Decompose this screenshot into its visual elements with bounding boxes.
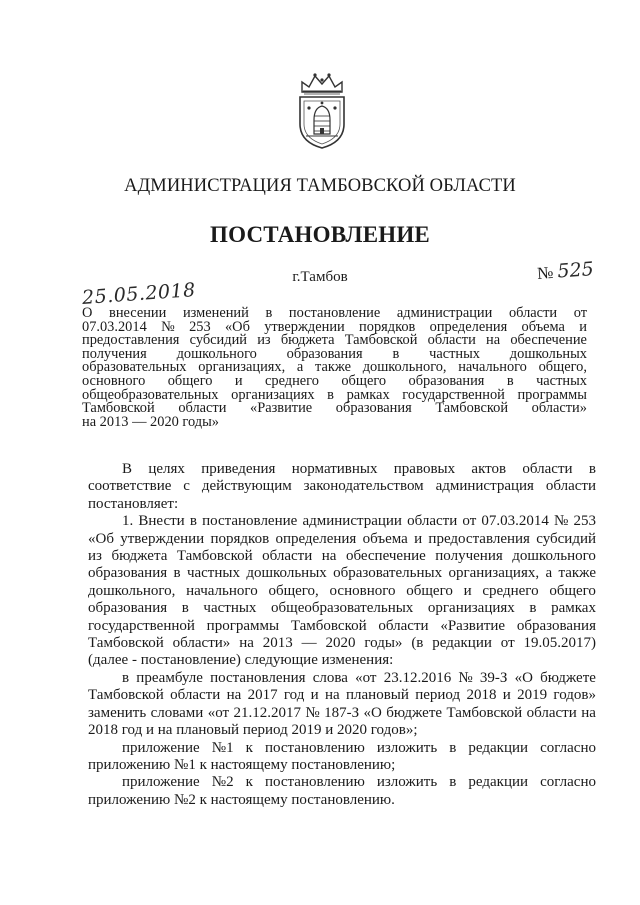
- tambov-coat-of-arms-icon: [294, 70, 350, 150]
- subject-line: предоставления субсидий из бюджета Тамбовской области на обеспечение: [82, 332, 587, 349]
- body-line: В целях приведения нормативных правовых актов области в: [122, 461, 596, 477]
- subject-line: основного общего и среднего общего образования в частных: [82, 372, 587, 389]
- body-line: приложению №1 к настоящему постановлению;: [88, 756, 396, 773]
- body-line: (далее - постановление) следующие изменения:: [88, 652, 394, 669]
- body-line: в преамбуле постановления слова «от 23.12.2016 № 39-З «О бюджете: [122, 669, 596, 686]
- body-line: заменить словами «от 21.12.2017 № 187-З «О бюджете Тамбовской области на: [88, 704, 596, 721]
- subject-line: общеобразовательных организациях в рамках государственной программы: [82, 386, 587, 403]
- body-line: 1. Внести в постановление администрации области от 07.03.2014 № 253: [122, 513, 596, 530]
- body-line: соответствие с действующим законодательством администрация области: [88, 478, 596, 495]
- subject-line: получения дошкольного образования в частных дошкольных: [82, 345, 587, 362]
- body-line: приложению №2 к настоящему постановлению.: [88, 791, 395, 808]
- number-prefix: №: [536, 262, 554, 283]
- agency-name: АДМИНИСТРАЦИЯ ТАМБОВСКОЙ ОБЛАСТИ: [124, 176, 516, 196]
- subject-line: 07.03.2014 № 253 «Об утверждении порядков определения объема и: [82, 318, 587, 335]
- handwritten-date: 25.05.2018: [81, 279, 197, 309]
- document-body: [88, 461, 596, 809]
- body-line: образования в частных общеобразовательных организациях в рамках: [88, 600, 596, 617]
- body-line: Тамбовской области на 2017 год и на плановый период 2018 и 2019 годов»: [88, 687, 596, 704]
- city-name: г.Тамбов: [292, 269, 348, 285]
- subject-line: О внесении изменений в постановление администрации области от: [82, 305, 587, 321]
- body-line: образования в частных дошкольных образовательных организациях, а также: [88, 565, 596, 582]
- body-line: 2018 год и на плановый период 2019 и 2020 годов»;: [88, 722, 418, 739]
- handwritten-number: 525: [556, 258, 595, 283]
- body-line: из бюджета Тамбовской области на обеспечение получения дошкольного: [88, 548, 596, 565]
- subject-line: образовательных организациях, а также дошкольного, начального общего,: [82, 359, 587, 376]
- body-line: постановляет:: [88, 495, 179, 512]
- document-type-title: ПОСТАНОВЛЕНИЕ: [210, 222, 430, 247]
- body-line: Тамбовской области» на 2013 — 2020 годы» (в редакции от 19.05.2017): [88, 635, 596, 652]
- document-subject: [82, 307, 587, 429]
- body-line: приложение №2 к постановлению изложить в редакции согласно: [122, 774, 596, 791]
- body-line: «Об утверждении порядков определения объема и предоставления субсидий: [88, 530, 596, 547]
- body-line: приложение №1 к постановлению изложить в редакции согласно: [122, 739, 596, 756]
- subject-line: на 2013 — 2020 годы»: [82, 413, 219, 430]
- body-line: государственной программы Тамбовской области «Развитие образования: [88, 617, 596, 634]
- body-line: дошкольного, начального общего, основного общего и среднего общего: [88, 582, 596, 599]
- subject-line: Тамбовской области «Развитие образования Тамбовской области»: [82, 400, 587, 417]
- document-number: [536, 258, 594, 284]
